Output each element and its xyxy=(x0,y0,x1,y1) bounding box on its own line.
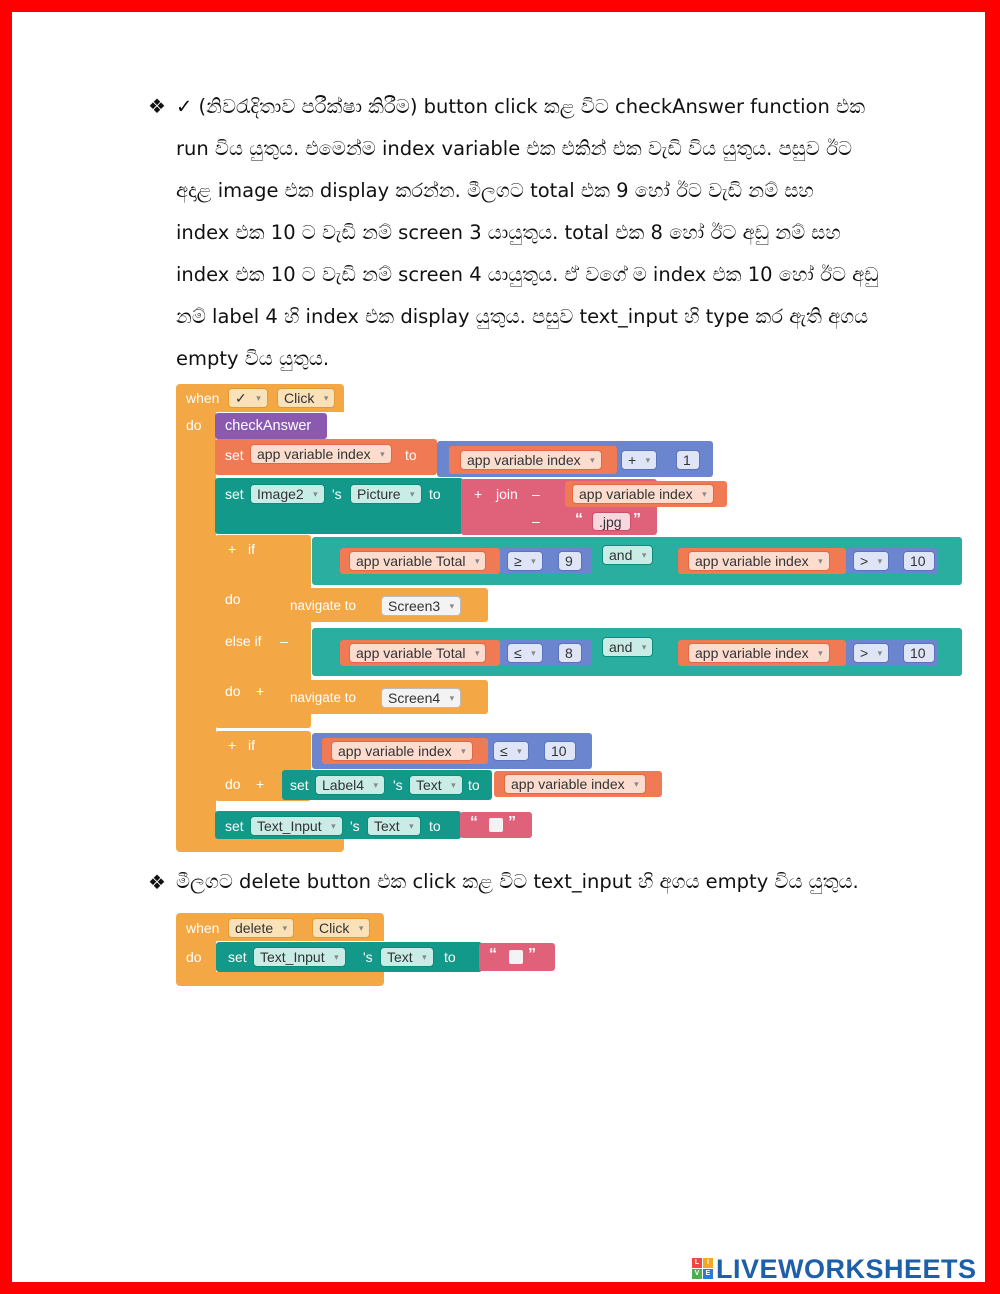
instruction-line-3: අදාළ image එක display කරන්න. මීලගට total එක 9 හෝ ඊට වැඩි නම් සහ xyxy=(176,179,814,202)
logo-tile-i: I xyxy=(703,1258,713,1268)
possessive-label: 's xyxy=(350,818,360,834)
if-plus-icon[interactable]: + xyxy=(228,541,237,557)
if-plus-icon[interactable]: + xyxy=(228,737,237,753)
index-variable-dropdown-2[interactable]: app variable index ▾ xyxy=(688,551,830,571)
logo-word: LIVEWORKSHEETS xyxy=(716,1254,977,1284)
event-dropdown[interactable]: Click ▾ xyxy=(277,388,335,408)
lte-operator-dropdown-2[interactable]: ≤ ▾ xyxy=(493,741,529,761)
quote-open-icon: “ xyxy=(489,946,497,963)
instruction-line-8: මීලගට delete button එක click කළ විට text_input හි අගය empty විය යුතුය. xyxy=(176,870,859,893)
total-variable-dropdown[interactable]: app variable Total ▾ xyxy=(349,551,486,571)
bullet-icon: ❖ xyxy=(148,94,166,118)
index-getter-dropdown[interactable]: app variable index ▾ xyxy=(460,450,602,470)
to-label: to xyxy=(468,777,480,793)
logo-tile-e: E xyxy=(703,1269,713,1279)
and-operator-dropdown[interactable]: and ▾ xyxy=(602,545,653,565)
checkanswer-label: checkAnswer xyxy=(225,418,312,434)
set-label: set xyxy=(228,949,247,965)
navigate-to-label: navigate to xyxy=(290,598,357,613)
instruction-line-6: නම් label 4 හි index එක display යුතුය. පසුව text_input හි type කර ඇති අගය xyxy=(176,305,869,328)
set-label: set xyxy=(225,447,244,463)
to-label: to xyxy=(444,949,456,965)
minus-icon[interactable]: – xyxy=(280,633,288,649)
when-label: when xyxy=(186,390,220,406)
when-label: when xyxy=(186,920,220,936)
event-body-left xyxy=(176,408,216,848)
instruction-line-4: index එක 10 ට වැඩි නම් screen 3 යායුතුය. total එක 8 හෝ ඊට අඩු නම් සහ xyxy=(176,221,841,244)
do-label: do xyxy=(225,683,241,699)
bullet-icon: ❖ xyxy=(148,870,166,894)
text-property-dropdown[interactable]: Text ▾ xyxy=(380,947,434,967)
instruction-line-1: ✓ (නිවරැදිතාව පරීක්ෂා කිරීම) button click කළ විට checkAnswer function එක xyxy=(176,95,866,118)
gt-operator-dropdown-2[interactable]: > ▾ xyxy=(853,643,889,663)
number-ten-3[interactable]: 10 xyxy=(544,741,576,761)
index-variable-dropdown[interactable]: app variable index ▾ xyxy=(250,444,392,464)
do-plus-icon[interactable]: + xyxy=(256,776,265,792)
logo-tile-v: V xyxy=(692,1269,702,1279)
gte-operator-dropdown[interactable]: ≥ ▾ xyxy=(507,551,543,571)
component-dropdown[interactable]: ✓ ▾ xyxy=(228,388,268,408)
instruction-line-2: run විය යුතුය. එමෙන්ම index variable එක එකින් එක වැඩි විය යුතුය. පසුව ඊට xyxy=(176,137,853,160)
join-index-dropdown[interactable]: app variable index ▾ xyxy=(572,484,714,504)
number-ten[interactable]: 10 xyxy=(903,551,935,571)
lte-operator-dropdown[interactable]: ≤ ▾ xyxy=(507,643,543,663)
text-input-dropdown[interactable]: Text_Input ▾ xyxy=(253,947,346,967)
delete-component-dropdown[interactable]: delete ▾ xyxy=(228,918,294,938)
screen4-text[interactable]: Screen4 ▾ xyxy=(381,688,461,708)
index-variable-dropdown-4[interactable]: app variable index ▾ xyxy=(331,741,473,761)
to-label: to xyxy=(429,486,441,502)
do-plus-icon[interactable]: + xyxy=(256,683,265,699)
image2-dropdown[interactable]: Image2 ▾ xyxy=(250,484,325,504)
label4-dropdown[interactable]: Label4 ▾ xyxy=(315,775,385,795)
possessive-label: 's xyxy=(393,777,403,793)
quote-close-icon: ” xyxy=(633,511,641,528)
text-property-dropdown[interactable]: Text ▾ xyxy=(409,775,463,795)
logo-tile-l: L xyxy=(692,1258,702,1268)
set-label: set xyxy=(225,818,244,834)
do-label: do xyxy=(225,776,241,792)
number-ten-2[interactable]: 10 xyxy=(903,643,935,663)
instruction-line-5: index එක 10 ට වැඩි නම් screen 4 යායුතුය. ඒ වගේ ම index එක 10 හෝ ඊට අඩු xyxy=(176,263,879,286)
event-footer xyxy=(176,972,384,986)
do-label: do xyxy=(225,591,241,607)
index-variable-dropdown-3[interactable]: app variable index ▾ xyxy=(688,643,830,663)
quote-open-icon: “ xyxy=(575,511,583,528)
text-property-dropdown-2[interactable]: Text ▾ xyxy=(367,816,421,836)
to-label: to xyxy=(429,818,441,834)
minus-icon[interactable]: – xyxy=(532,513,540,529)
logo-tiles-icon xyxy=(692,1258,714,1280)
text-input-dropdown[interactable]: Text_Input ▾ xyxy=(250,816,343,836)
index-variable-dropdown-5[interactable]: app variable index ▾ xyxy=(504,774,646,794)
possessive-label: 's xyxy=(363,949,373,965)
number-one[interactable]: 1 xyxy=(676,450,700,470)
navigate-to-label: navigate to xyxy=(290,690,357,705)
jpg-text-field[interactable]: .jpg xyxy=(592,512,631,531)
screen3-text[interactable]: Screen3 ▾ xyxy=(381,596,461,616)
and-operator-dropdown-2[interactable]: and ▾ xyxy=(602,637,653,657)
minus-icon[interactable]: – xyxy=(532,486,540,502)
quote-open-icon: “ xyxy=(470,814,478,831)
do-label: do xyxy=(186,949,202,965)
picture-property-dropdown[interactable]: Picture ▾ xyxy=(350,484,422,504)
to-label: to xyxy=(405,447,417,463)
join-label: join xyxy=(496,486,518,502)
set-label: set xyxy=(290,777,309,793)
number-eight[interactable]: 8 xyxy=(558,643,582,663)
gt-operator-dropdown[interactable]: > ▾ xyxy=(853,551,889,571)
add-operator-dropdown[interactable]: + ▾ xyxy=(621,450,657,470)
join-plus-icon[interactable]: + xyxy=(474,486,483,502)
do-label: do xyxy=(186,417,202,433)
else-if-label: else if xyxy=(225,633,262,649)
quote-close-icon: ” xyxy=(508,814,516,831)
number-nine[interactable]: 9 xyxy=(558,551,582,571)
set-label: set xyxy=(225,486,244,502)
event-footer xyxy=(176,838,344,852)
instruction-line-7: empty විය යුතුය. xyxy=(176,347,330,370)
empty-text-field[interactable] xyxy=(489,818,503,832)
if-label: if xyxy=(248,737,255,753)
empty-text-field[interactable] xyxy=(509,950,523,964)
quote-close-icon: ” xyxy=(528,946,536,963)
if-label: if xyxy=(248,541,255,557)
total-variable-dropdown-2[interactable]: app variable Total ▾ xyxy=(349,643,486,663)
possessive-label: 's xyxy=(332,486,342,502)
event-dropdown[interactable]: Click ▾ xyxy=(312,918,370,938)
